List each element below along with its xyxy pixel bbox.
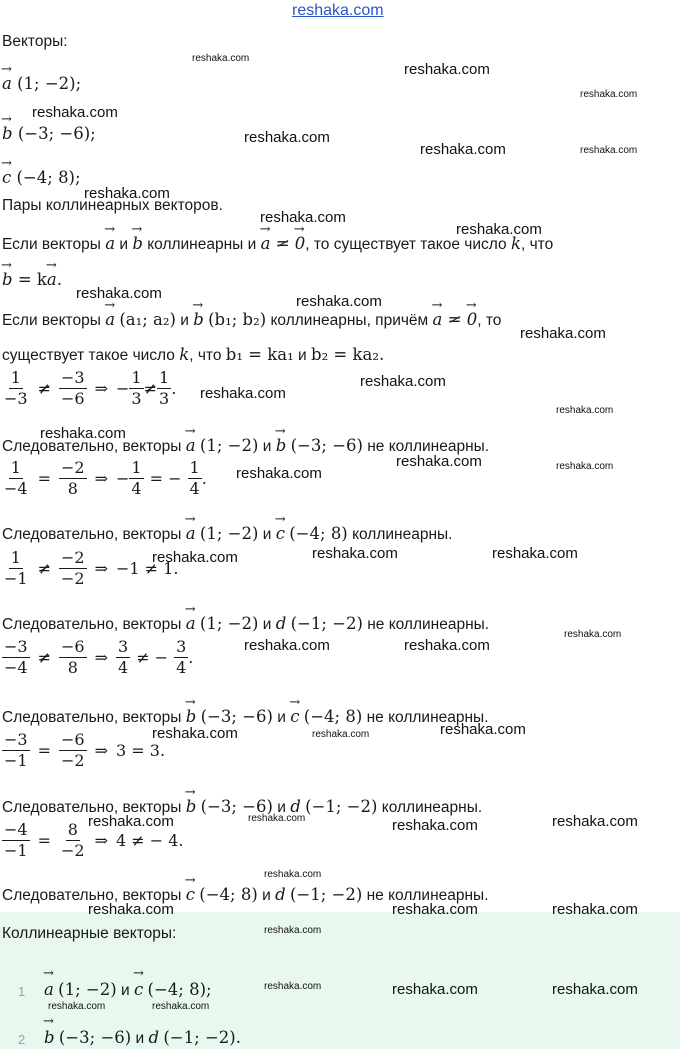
watermark: reshaka.com [520,325,606,342]
equation-2: $\frac{1}{-4}$ = $\frac{-2}{8}$ ⇒ − $\frac{1}{4}$ = − $\frac{1}{4}$ . [4,458,207,498]
watermark: reshaka.com [312,545,398,562]
watermark: reshaka.com [404,637,490,654]
vector-a-line [2,74,81,94]
header-text: Векторы: [2,33,68,50]
conclusion-1: Следовательно, векторы → a (1; −2) и → b (−3; −6) не коллинеарны. [2,436,489,457]
watermark: reshaka.com [396,453,482,470]
answer-number-2: 2 [18,1032,26,1047]
watermark: reshaka.com [552,901,638,918]
watermark: reshaka.com [564,629,622,640]
conclusion-5: Следовательно, векторы → b (−3; −6) и d (−1; −2) коллинеарны. [2,797,482,818]
vector-c-symbol: → c [2,168,11,188]
conclusion-4: Следовательно, векторы → b (−3; −6) и → c (−4; 8) не коллинеарны. [2,707,489,728]
answer-number-1: 1 [18,984,26,999]
equation-6: $\frac{-4}{-1}$ = $\frac{8}{-2}$ ⇒ 4 ≠ − 4. [4,820,184,860]
watermark: reshaka.com [192,53,250,64]
watermark: reshaka.com [580,145,638,156]
watermark: reshaka.com [264,981,322,992]
site-link[interactable]: reshaka.com [292,2,384,19]
vec-a: → a [105,234,115,254]
watermark: reshaka.com [40,425,126,442]
equation-5: $\frac{-3}{-1}$ = $\frac{-6}{-2}$ ⇒ 3 = 3. [4,730,166,770]
watermark: reshaka.com [76,285,162,302]
vector-b-coords: (−3; −6); [17,124,96,143]
vector-a-symbol: → a [2,74,12,94]
answer-item-2: → b (−3; −6) и d (−1; −2). [44,1028,241,1048]
section-heading: Пары коллинеарных векторов. [2,197,223,214]
vector-b-line [2,124,96,144]
watermark: reshaka.com [200,385,286,402]
watermark: reshaka.com [420,141,506,158]
theory-line-3: существует такое число k, что b₁ = ka₁ и b₂ = ka₂. [2,345,385,364]
watermark: reshaka.com [556,405,614,416]
watermark: reshaka.com [404,61,490,78]
theory-line-1: Если векторы → a и → b коллинеарны и → a = → 0, то существует такое число k, что [2,234,553,255]
watermark: reshaka.com [360,373,446,390]
watermark: reshaka.com [84,185,170,202]
watermark: reshaka.com [552,813,638,830]
conclusion-6: Следовательно, векторы → c (−4; 8) и d (−1; −2) не коллинеарны. [2,885,489,906]
watermark: reshaka.com [244,129,330,146]
watermark: reshaka.com [152,1001,210,1012]
watermark: reshaka.com [88,901,174,918]
watermark: reshaka.com [32,104,118,121]
watermark: reshaka.com [456,221,542,238]
watermark: reshaka.com [244,637,330,654]
watermark: reshaka.com [236,465,322,482]
answer-title: Коллинеарные векторы: [2,925,177,942]
watermark: reshaka.com [296,293,382,310]
watermark: reshaka.com [152,725,238,742]
vector-a-coords: (1; −2); [17,74,82,93]
watermark: reshaka.com [392,901,478,918]
watermark: reshaka.com [556,461,614,472]
vec-b: → b [132,234,143,254]
theory-eq-1: → b = k→ a. [2,270,62,290]
watermark: reshaka.com [392,981,478,998]
watermark: reshaka.com [392,817,478,834]
watermark: reshaka.com [552,981,638,998]
watermark: reshaka.com [312,729,370,740]
watermark: reshaka.com [440,721,526,738]
vector-c-line [2,168,81,188]
watermark: reshaka.com [152,549,238,566]
vector-c-coords: (−4; 8); [16,168,81,187]
equation-4: $\frac{-3}{-4}$ ≠ $\frac{-6}{8}$ ⇒ $\frac{3}{4}$ ≠ − $\frac{3}{4}$ . [4,637,194,677]
theory-line-2: Если векторы → a (a₁; a₂) и → b (b₁; b₂) коллинеарны, причём → a = → 0, то [2,310,501,331]
watermark: reshaka.com [492,545,578,562]
conclusion-3: Следовательно, векторы → a (1; −2) и d (−1; −2) не коллинеарны. [2,614,489,635]
conclusion-2: Следовательно, векторы → a (1; −2) и → c (−4; 8) коллинеарны. [2,524,452,545]
answer-item-1: → a (1; −2) и → c (−4; 8); [44,980,212,1000]
watermark: reshaka.com [264,925,322,936]
watermark: reshaka.com [248,813,306,824]
watermark: reshaka.com [48,1001,106,1012]
equation-3: $\frac{1}{-1}$ ≠ $\frac{-2}{-2}$ ⇒ −1 ≠ 1. [4,548,179,588]
watermark: reshaka.com [580,89,638,100]
watermark: reshaka.com [264,869,322,880]
watermark: reshaka.com [260,209,346,226]
watermark: reshaka.com [88,813,174,830]
vector-b-symbol: → b [2,124,13,144]
equation-1: $\frac{1}{-3}$ ≠ $\frac{-3}{-6}$ ⇒ − $\frac{1}{3}$ ≠ $\frac{1}{3}$ . [4,368,177,408]
